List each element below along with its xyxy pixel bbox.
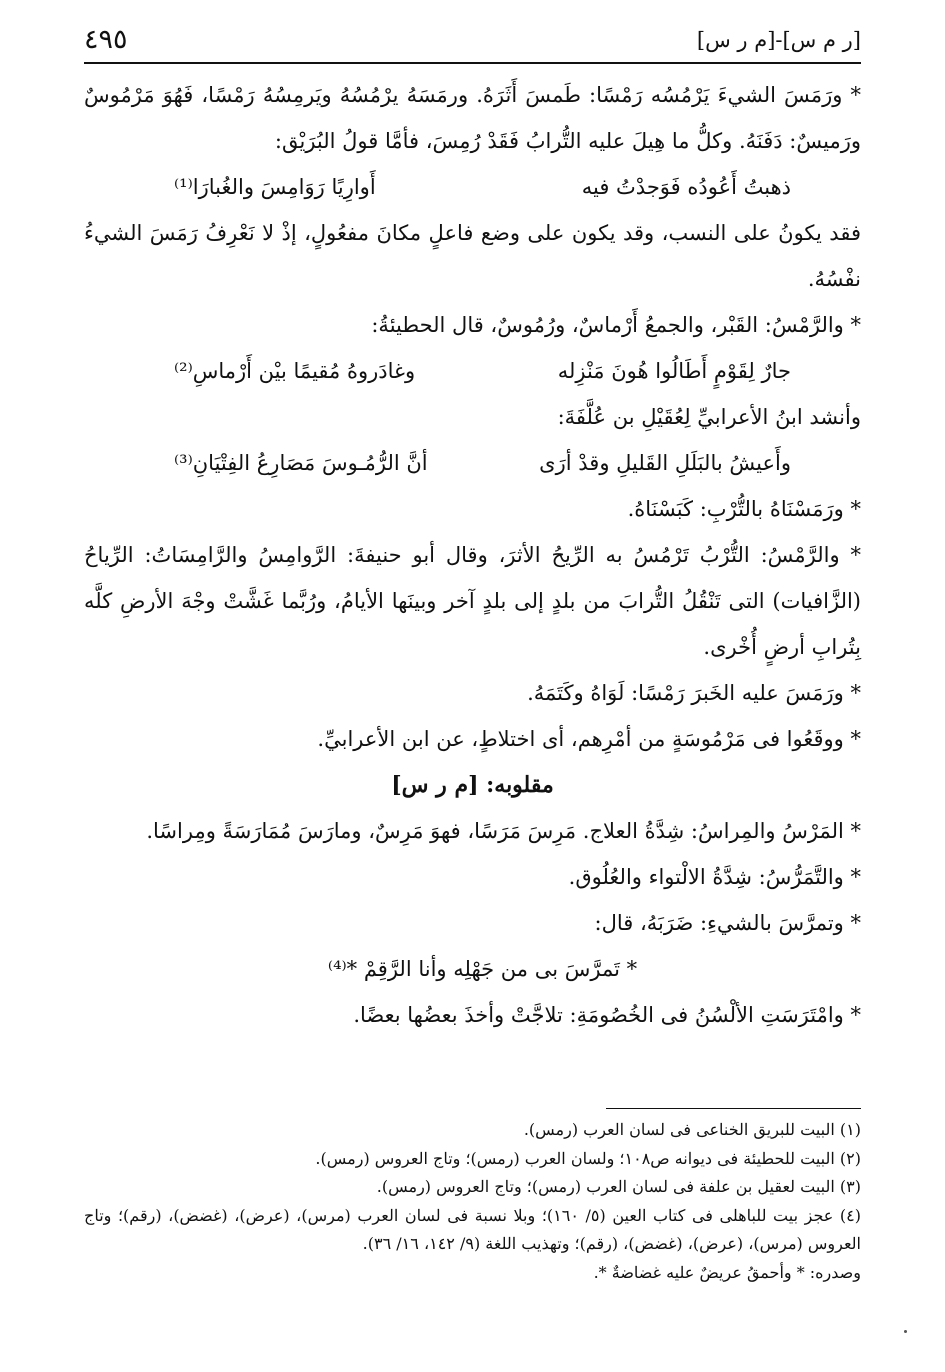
verse-1-first-hemistich: ذهبتُ أَعُودُه فَوَجدْتُ فيه <box>581 175 791 199</box>
verse-4-hemistich: * تَمرَّسَ بى من جَهْلِه وأنا الرَّقِمْ *⁽⁴⁾ <box>327 957 638 981</box>
footnote-3: (٣) البيت لعقيل بن علفة فى لسان العرب (رمس)؛ وتاج العروس (رمس). <box>376 1177 861 1196</box>
verse-4 <box>84 946 861 992</box>
footnote-4: (٤) عجز بيت للباهلى فى كتاب العين (٥/ ١٦٠)؛ وبلا نسبة فى لسان العرب (مرس)، (عرض)، (غضض)، (رقم)؛ وتاج العروس (مرس)، (عرض)، (غضض)، (رقم)؛ وتهذيب اللغة (٩/ ١٤٢، ١٦/ ٣٦). <box>84 1205 861 1253</box>
footnote-4-continuation: وصدره: * وأحمقُ عريضٌ عليه غضاضةٌ *. <box>593 1262 861 1282</box>
page-number: ٤٩٥ <box>84 24 128 55</box>
section-heading: مقلوبه: [م ر س] <box>391 772 554 798</box>
footnotes <box>84 1116 861 1287</box>
footnote-rule <box>606 1108 861 1109</box>
paragraph-1: * ورَمَسَ الشيءَ يَرْمُسُه رَمْسًا: طَمسَ أَثَرَهُ. ورمَسَهُ يرْمُسُهُ ويَرمِسُهُ رَمْسًا، فَهُوَ مَرْمُوسٌ ورَميسٌ: دَفَنَهُ. وكلُّ ما هِيلَ عليه التُّرابُ فَقَدْ رُمِسَ، فأمَّا قولُ البُرَيْق: <box>84 83 861 153</box>
verse-2 <box>84 348 861 394</box>
footnote-2: (٢) البيت للحطيئة فى ديوانه ص١٠٨؛ ولسان العرب (رمس)؛ وتاج العروس (رمس). <box>315 1148 861 1168</box>
paragraph-2: فقد يكونُ على النسب، وقد يكون على وضع فاعلٍ مكانَ مفعُولٍ، إذْ لا نَعْرِفُ رَمَسَ الشيءُ نفْسُهُ. <box>84 221 861 291</box>
verse-3 <box>84 440 861 486</box>
verse-2-second-hemistich: وغادَروهُ مُقيمًا بيْن أَرْماسِ⁽²⁾ <box>174 359 416 383</box>
paragraph-4: وأنشد ابنُ الأعرابيِّ لِعُقَيْلِ بن عُلَّفَةَ: <box>557 405 861 429</box>
paragraph-9: * المَرْسُ والمِراسُ: شِدَّةُ العلاج. مَرِسَ مَرَسًا، فهوَ مَرِسٌ، ومارَسَ مُمَارَسَةً ومِراسًا. <box>146 819 861 843</box>
paragraph-12: * وامْتَرَسَتِ الألْسُنُ فى الخُصُومَةِ: تلاجَّتْ وأخذَ بعضُها بعضًا. <box>353 1003 861 1027</box>
footnote-1: (١) البيت للبريق الخناعى فى لسان العرب (رمس). <box>523 1120 861 1139</box>
verse-3-second-hemistich: أنَّ الرُّمُـوسَ مَصَارِعُ الفِتْيَانِ⁽³⁾ <box>174 451 428 475</box>
verse-1 <box>84 164 861 210</box>
paragraph-11: * وتمرَّسَ بالشيءِ: ضَرَبَهُ، قال: <box>594 911 861 935</box>
running-title: [ر م س]-[م ر س] <box>696 28 861 52</box>
paragraph-3: * والرَّمْسُ: القَبْر، والجمعُ أَرْماسٌ، ورُمُوسٌ، قال الحطيئةُ: <box>371 313 861 337</box>
main-text <box>84 72 861 1038</box>
paragraph-5: * ورَمَسْنَاهُ بالتُّرْبِ: كَبَسْنَاهُ. <box>627 497 861 521</box>
header-rule <box>84 62 861 64</box>
page-speck <box>904 1330 907 1333</box>
paragraph-7: * ورَمَسَ عليه الخَبرَ رَمْسًا: لَوَاهُ وكَتَمَهُ. <box>527 681 861 705</box>
paragraph-10: * والتَّمَرُّسُ: شِدَّةُ الالْتواء والعُلُوق. <box>568 865 861 889</box>
verse-3-first-hemistich: وأَعيشُ بالبَلَلِ القَليلِ وقدْ أرَى <box>539 451 791 475</box>
verse-2-first-hemistich: جارٌ لِقَوْمٍ أَطَالُوا هُونَ مَنْزِله <box>557 359 791 383</box>
paragraph-6: * والرَّمْسُ: التُّرْبُ تَرْمُسُ به الرِّيحُ الأثرَ، وقال أبو حنيفةَ: الرَّوامِسُ والرَّامِسَاتُ: الرِّياحُ (الزَّافيات) التى تَنْقُلُ التُّرابَ من بلدٍ إلى بلدٍ آخر وبينَها الأيامُ، ورُبَّما غَشَّتْ وجْهَ الأرضِ كلَّه بِتُرابِ أرضٍ أُخْرى. <box>84 543 861 659</box>
paragraph-8: * ووقَعُوا فى مَرْمُوسَةٍ من أمْرِهم، أى اختلاطٍ، عن ابن الأعرابيِّ. <box>317 727 861 751</box>
verse-1-second-hemistich: أَوارِيًا رَوَامِسَ والغُبارَا⁽¹⁾ <box>174 175 376 199</box>
page-header <box>84 24 861 58</box>
